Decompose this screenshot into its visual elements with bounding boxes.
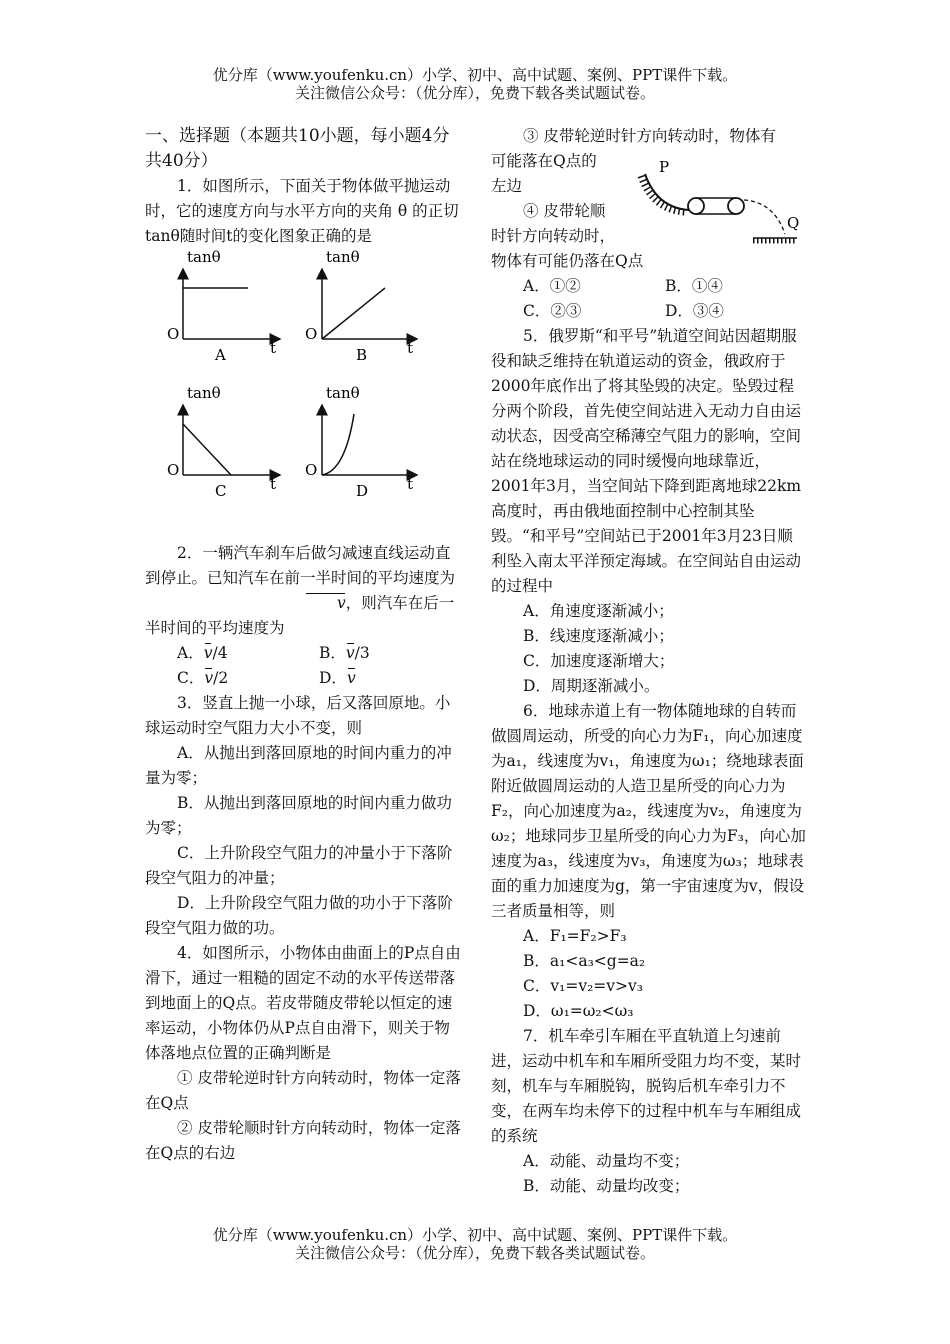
q1-graphs-figure	[145, 249, 461, 527]
q2-options-row-2	[145, 666, 461, 691]
q5-option-a: A．角速度逐渐减小；	[523, 602, 674, 620]
q4-statement-2: ② 皮带轮顺时针方向转动时，物体一定落在Q点的右边	[145, 1119, 461, 1162]
graph-c-xlabel: t	[270, 475, 277, 493]
q4-conveyor-figure	[637, 158, 807, 248]
q4-statement-1: ① 皮带轮逆时针方向转动时，物体一定落在Q点	[145, 1069, 461, 1112]
graph-a-xlabel: t	[270, 339, 277, 357]
graph-b-ylabel: tanθ	[326, 249, 360, 266]
graph-b-xlabel: t	[407, 339, 414, 357]
footer-line-1: 优分库（www.youfenku.cn）小学、初中、高中试题、案例、PPT课件下载。	[212, 1226, 738, 1244]
graph-c	[167, 384, 280, 500]
q6-stem: 6．地球赤道上有一物体随地球的自转而做圆周运动，所受的向心力为F₁，向心加速度为a₁，线速度为v₁，角速度为ω₁；绕地球表面附近做圆周运动的人造卫星所受的向心力为F₂，向心加速度为a₂，线速度为v₂，角速度为ω₂；地球同步卫星所受的向心力为F₃，向心加速度为a₃，线速度为v₃，角速度为ω₃；地球表面的重力加速度为g，第一宇宙速度为v，假设三者质量相等，则	[491, 702, 806, 920]
graph-a-label: A	[215, 346, 226, 364]
q6-option-a: A．F₁=F₂>F₃	[523, 927, 627, 945]
trajectory	[744, 200, 785, 234]
graph-a	[167, 249, 280, 364]
q3-stem: 3．竖直上抛一小球，后又落回原地。小球运动时空气阻力大小不变，则	[145, 694, 451, 737]
q6-option-c: C．v₁=v₂=v>v₃	[523, 977, 643, 995]
q5-stem: 5．俄罗斯“和平号”轨道空间站因超期服役和缺乏维持在轨道运动的资金，俄政府于2000年底作出了将其坠毁的决定。坠毁过程分两个阶段，首先使空间站进入无动力自由运动状态，因受高空稀薄空气阻力的影响，空间站在绕地球运动的同时缓慢向地球靠近，2001年3月，当空间站下降到距离地球22km高度时，再由俄地面控制中心控制其坠毁。“和平号”空间站已于2001年3月23日顺利坠入南太平洋预定海域。在空间站自由运动的过程中	[491, 327, 802, 595]
graph-a-ylabel: tanθ	[187, 249, 221, 266]
graph-d-origin: O	[305, 461, 318, 479]
q2-options-row-1	[145, 641, 461, 666]
graph-c-label: C	[215, 482, 227, 500]
graph-c-curve	[183, 424, 231, 475]
q3-option-c: C．上升阶段空气阻力的冲量小于下落阶段空气阻力的冲量；	[145, 844, 453, 887]
q4-option-a: A．①②	[523, 277, 581, 295]
q4-option-d: D．③④	[665, 302, 724, 320]
right-column	[491, 124, 807, 1199]
graph-d-xlabel: t	[407, 475, 414, 493]
q4-statement-4b: 时针方向转动时，	[491, 227, 616, 245]
point-p-label: P	[659, 158, 670, 176]
graph-b-curve	[322, 288, 385, 339]
q4-statement-3a: ③ 皮带轮逆时针方向转动时，物体有	[523, 127, 776, 145]
q3-option-a: A．从抛出到落回原地的时间内重力的冲量为零；	[145, 744, 452, 787]
q4-statement-3c: 左边	[491, 177, 523, 195]
q2-option-a: A．v/4	[177, 641, 319, 666]
graph-d-ylabel: tanθ	[326, 384, 360, 402]
graph-c-ylabel: tanθ	[187, 384, 221, 402]
graph-d-label: D	[356, 482, 369, 500]
q4-option-b: B．①④	[665, 277, 723, 295]
q3-option-d: D．上升阶段空气阻力做的功小于下落阶段空气阻力做的功。	[145, 894, 453, 937]
left-column	[145, 124, 461, 1166]
graph-d	[305, 384, 417, 500]
q2-stem-a: 2．一辆汽车刹车后做匀减速直线运动直到停止。已知汽车在前一半时间的平均速度为	[145, 544, 456, 587]
q6-option-b: B．a₁<a₃<g=a₂	[523, 952, 646, 970]
q6-option-d: D．ω₁=ω₂<ω₃	[523, 1002, 634, 1020]
q7-stem: 7．机车牵引车厢在平直轨道上匀速前进，运动中机车和车厢所受阻力均不变，某时刻，机车与车厢脱钩，脱钩后机车牵引力不变，在两车均未停下的过程中机车与车厢组成的系统	[491, 1027, 802, 1145]
q4-options-row-1	[491, 274, 807, 299]
graph-b-label: B	[356, 346, 368, 364]
q5-option-c: C．加速度逐渐增大；	[523, 652, 675, 670]
q4-options-row-2	[491, 299, 807, 324]
q1-stem: 1．如图所示，下面关于物体做平抛运动时，它的速度方向与水平方向的夹角 θ 的正切tanθ随时间t的变化图象正确的是	[145, 177, 459, 245]
graph-d-curve	[322, 414, 354, 475]
graph-c-origin: O	[167, 461, 180, 479]
q4-statement-4c: 物体有可能仍落在Q点	[491, 252, 644, 270]
point-q-label: Q	[787, 214, 800, 232]
q7-option-b: B．动能、动量均改变；	[523, 1177, 690, 1195]
q2-option-d: D．v	[319, 666, 461, 691]
section-title: 一、选择题（本题共10小题，每小题4分共40分）	[145, 126, 450, 171]
q4-statement-4a: ④ 皮带轮顺	[523, 202, 606, 220]
q2-option-c: C．v/2	[177, 666, 319, 691]
graph-b-origin: O	[305, 325, 318, 343]
q4-statement-3b: 可能落在Q点的	[491, 152, 597, 170]
q4-figure-block	[491, 124, 807, 274]
q3-option-b: B．从抛出到落回原地的时间内重力做功为零；	[145, 794, 452, 837]
footer-line-2: 关注微信公众号：（优分库），免费下载各类试题试卷。	[294, 1244, 655, 1262]
page-header	[0, 66, 950, 102]
right-pulley	[728, 198, 744, 214]
left-pulley	[688, 198, 704, 214]
q4-option-c: C．②③	[523, 302, 582, 320]
header-line-2: 关注微信公众号：（优分库），免费下载各类试题试卷。	[294, 84, 655, 102]
graph-b	[305, 249, 417, 364]
q2-option-b: B．v/3	[319, 641, 461, 666]
page-footer	[0, 1226, 950, 1262]
q7-option-a: A．动能、动量均不变；	[523, 1152, 690, 1170]
q2-stem	[145, 541, 461, 641]
q2-stem-b: ，则汽车在后一半时间的平均速度为	[145, 594, 455, 637]
q5-option-d: D．周期逐渐减小。	[523, 677, 660, 695]
q5-option-b: B．线速度逐渐减小；	[523, 627, 674, 645]
q2-v: v	[305, 591, 346, 616]
q4-stem: 4．如图所示，小物体由曲面上的P点自由滑下，通过一粗糙的固定不动的水平传送带落到地面上的Q点。若皮带随皮带轮以恒定的速率运动，小物体仍从P点自由滑下，则关于物体落地点位置的正确判断是	[145, 944, 461, 1062]
graph-a-origin: O	[167, 325, 180, 343]
header-line-1: 优分库（www.youfenku.cn）小学、初中、高中试题、案例、PPT课件下载。	[212, 66, 738, 84]
